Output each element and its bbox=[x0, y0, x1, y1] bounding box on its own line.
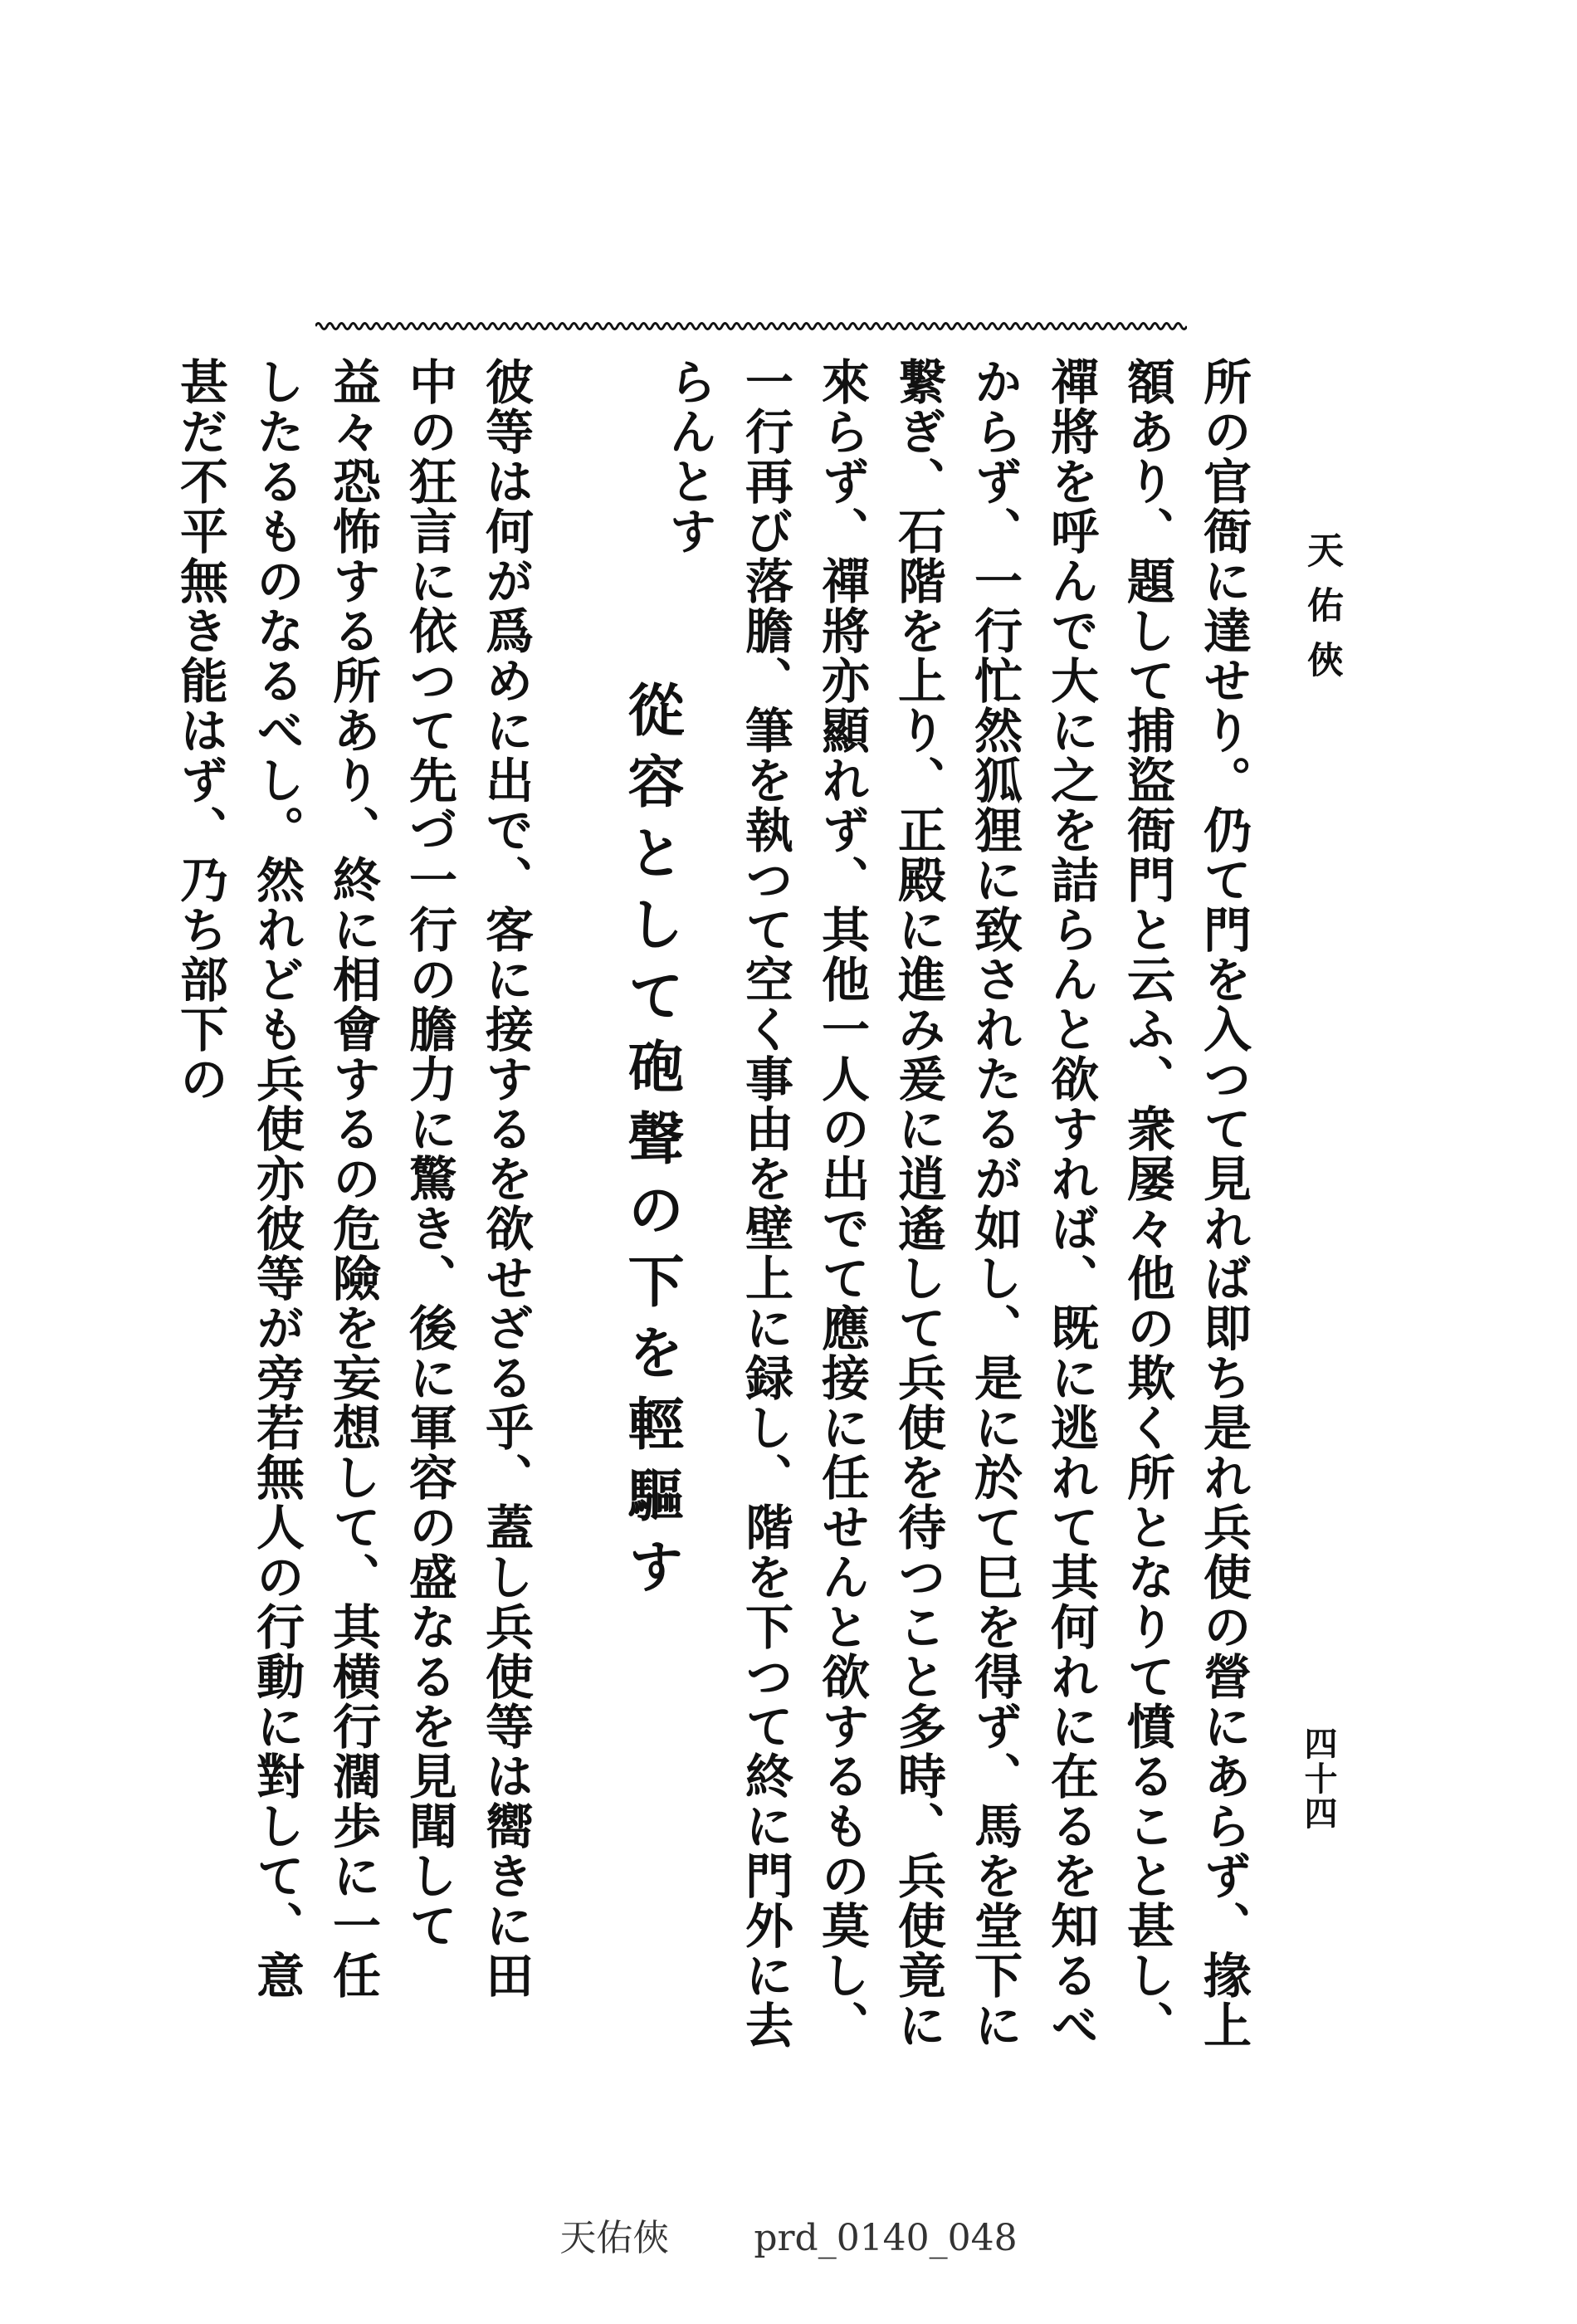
body-paragraph-2: 彼等は何が爲めに出で、客に接するを欲せざる乎、蓋し兵使等は嚮きに田中の狂言に依つて先づ一行の膽力に驚き、後に軍容の盛なるを見聞して益々恐怖する所あり、終に相會するの危險を妄想して、其横行濶歩に一任したるものなるべし。然れども兵使亦彼等が旁若無人の行動に對して、意甚だ不平無き能はず、乃ち部下の bbox=[172, 357, 534, 2000]
section-heading: 從容として砲聲の下を輕驅す bbox=[618, 681, 685, 1609]
page-number: 四十四 bbox=[1299, 1726, 1338, 1831]
footer-book-title: 天佑俠 bbox=[559, 2217, 670, 2259]
body-paragraph-1: 所の官衙に達せり。仍て門を入つて見れば即ち是れ兵使の營にあらず、掾上額あり、題して捕盜衙門と云ふ、衆屡々他の欺く所となりて憤ること甚し、禪將を呼んで大に之を詰らんと欲すれば、既に逃れて其何れに在るを知るべからず、一行忙然狐狸に致されたるが如し、是に於て巳を得ず、馬を堂下に繋ぎ、石階を上り、正殿に進み爰に逍遙して兵使を待つこと多時、兵使竟に來らず、禪將亦顯れず、其他一人の出でて應接に任せんと欲するもの莫し、一行再び落膽、筆を執つて空く事由を壁上に録し、階を下つて終に門外に去らんとす bbox=[661, 357, 1252, 2050]
wavy-rule bbox=[315, 319, 1187, 334]
footer-image-id: prd_0140_048 bbox=[754, 2217, 1018, 2259]
footer-caption bbox=[0, 2208, 1577, 2261]
running-title: 天佑俠 bbox=[1301, 531, 1343, 696]
